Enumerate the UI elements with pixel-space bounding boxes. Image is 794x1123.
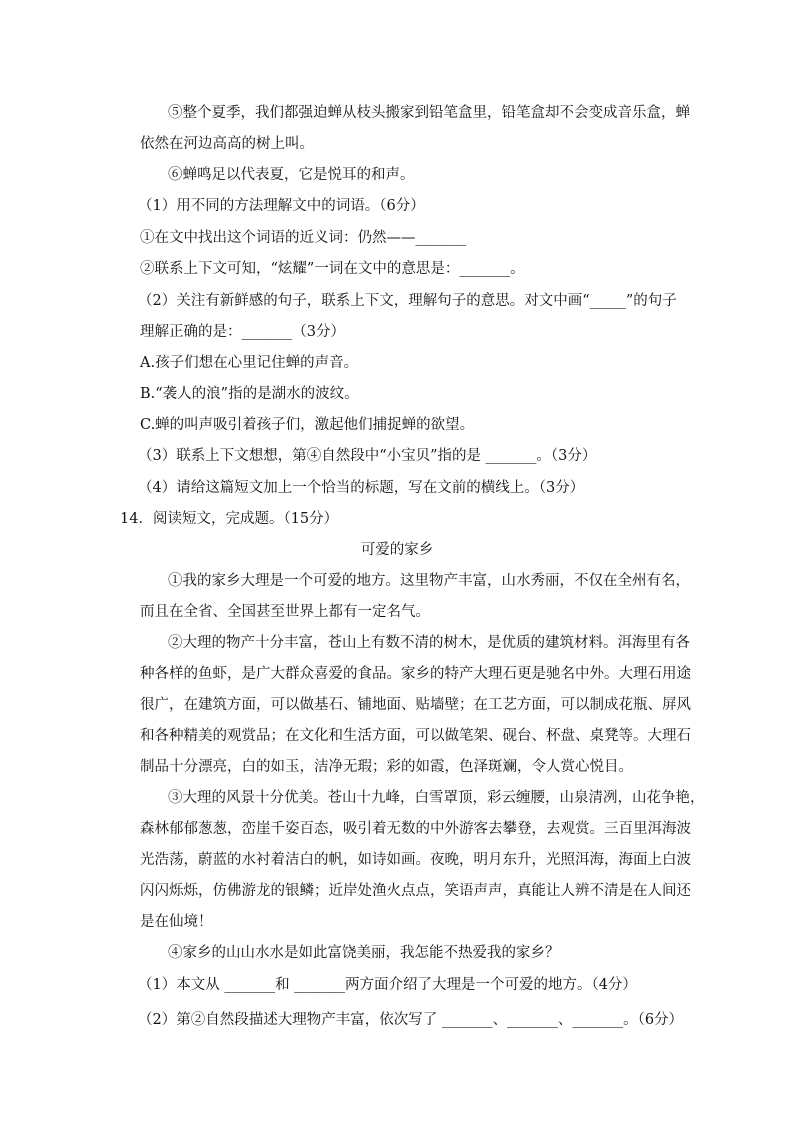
para1-line2: 而且在全省、全国甚至世界上都有一定名气。: [140, 604, 430, 620]
passage-para5-line2: 依然在河边高高的树上叫。: [140, 136, 314, 152]
question-1-b: ②联系上下文可知，“炫耀”一词在文中的意思是：_______。: [140, 261, 525, 277]
para3-line5: 是在仙境！: [140, 914, 213, 930]
question-1: （1）用不同的方法理解文中的词语。（6分）: [138, 198, 425, 214]
para1-line1: ①我的家乡大理是一个可爱的地方。这里物产丰富，山水秀丽，不仅在全州有名，: [168, 573, 690, 589]
question-2-line2: 理解正确的是：_______（3分）: [140, 324, 345, 340]
para2-line4: 和各种精美的观赏品；在文化和生活方面，可以做笔架、砚台、杯盘、桌凳等。大理石: [140, 728, 691, 744]
para3-line1: ③大理的风景十分优美。苍山十九峰，白雪罩顶，彩云缠腰，山泉清冽，山花争艳，: [168, 790, 705, 806]
para2-line3: 很广，在建筑方面，可以做基石、铺地面、贴墙壁；在工艺方面，可以制成花瓶、屏风: [140, 697, 691, 713]
para3-line4: 闪闪烁烁，仿佛游龙的银鳞；近岸处渔火点点，笑语声声，真能让人辨不清是在人间还: [140, 883, 691, 899]
question-4: （4）请给这篇短文加上一个恰当的标题，写在文前的横线上。（3分）: [138, 480, 585, 496]
para3-line2: 森林郁郁葱葱，峦崖千姿百态，吸引着无数的中外游客去攀登，去观赏。三百里洱海波: [140, 821, 691, 837]
question-3: （3）联系上下文想想，第④自然段中“小宝贝”指的是 _______。（3分）: [138, 448, 597, 464]
question-2-line1: （2）关注有新鲜感的句子，联系上下文，理解句子的意思。对文中画“_____”的句子: [138, 293, 677, 309]
subquestion-1: （1）本文从 _______和 _______两方面介绍了大理是一个可爱的地方。（4分）: [138, 977, 637, 993]
passage-para6: ⑥蝉鸣足以代表夏，它是悦耳的和声。: [168, 167, 415, 183]
para4: ④家乡的山山水水是如此富饶美丽，我怎能不热爱我的家乡？: [168, 945, 560, 961]
question-14-header: 14．阅读短文，完成题。（15分）: [120, 511, 339, 527]
subquestion-2: （2）第②自然段描述大理物产丰富，依次写了 _______、_______、_______。（6分）: [138, 1012, 684, 1028]
passage-title: 可爱的家乡: [360, 542, 434, 558]
option-b: B.“袭人的浪”指的是湖水的波纹。: [140, 386, 359, 402]
option-c: C.蝉的叫声吸引着孩子们，激起他们捕捉蝉的欲望。: [140, 417, 475, 433]
passage-para5-line1: ⑤整个夏季，我们都强迫蝉从枝头搬家到铅笔盒里，铅笔盒却不会变成音乐盒，蝉: [168, 105, 690, 121]
para2-line2: 种各样的鱼虾，是广大群众喜爱的食品。家乡的特产大理石更是驰名中外。大理石用途: [140, 666, 691, 682]
para3-line3: 光浩荡，蔚蓝的水衬着洁白的帆，如诗如画。夜晚，明月东升，光照洱海，海面上白波: [140, 852, 691, 868]
option-a: A.孩子们想在心里记住蝉的声音。: [140, 355, 359, 371]
question-1-a: ①在文中找出这个词语的近义词：仍然——_______: [140, 230, 467, 246]
para2-line1: ②大理的物产十分丰富，苍山上有数不清的树木，是优质的建筑材料。洱海里有各: [168, 635, 690, 651]
para2-line5: 制品十分漂亮，白的如玉，洁净无瑕；彩的如霞，色泽斑斓，令人赏心悦目。: [140, 759, 633, 775]
